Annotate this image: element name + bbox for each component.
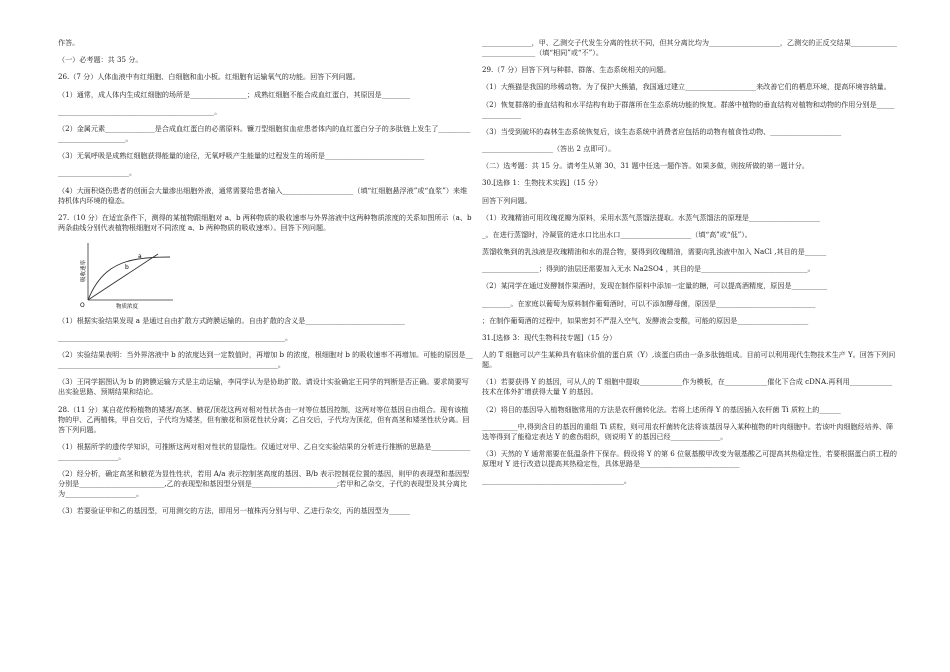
paragraph: （二）选考题：共 15 分。请考生从第 30、31 题中任选一题作答。如果多做，则按所做的第一题计分。: [482, 161, 809, 171]
paragraph: 蒸馏收集到的乳浊液是玫瑰精油和水的混合物，要得到玫瑰精油，需要向乳浊液中加入 NaCl ,其目的是______: [482, 247, 827, 257]
paragraph: 30.[选修 1：生物技术实践]（15 分）: [482, 178, 602, 188]
y-axis-label: 吸收速率: [81, 259, 87, 282]
paragraph: ____________________________________________。: [58, 106, 222, 116]
paragraph: （3）王同学据图认为 b 的跨膜运输方式是主动运输，李同学认为是协助扩散。请设计实验确定王同学的判断是否正确。要求简要写出实验思路、预期结果和结论。: [58, 377, 469, 397]
paragraph: ________。在家庭以葡萄为原料制作葡萄酒时，可以不添加酵母菌，原因是____________________________: [482, 298, 816, 308]
left-paragraphs-continued: [58, 316, 473, 516]
series-b-curve: [88, 257, 170, 300]
origin-label: O: [80, 301, 85, 309]
paragraph: ____________________（答出 2 点即可）。: [482, 143, 616, 153]
paragraph: __________中,得到含目的基因的重组 Ti 质粒，则可用农杆菌转化法将该基因导入某种植物的叶肉细胞中。若该叶肉细胞经培养、筛选等得到了能稳定表达 Y 的愈伤组织，则说明 Y 的基因已经______________。: [482, 421, 894, 441]
right-paragraphs: [482, 38, 897, 486]
paragraph: ________________________________________。: [482, 476, 631, 486]
series-a-label: a: [138, 252, 142, 260]
x-axis-label: 物质浓度: [116, 303, 139, 310]
paragraph: （2）恢复群落的垂直结构和水平结构有助于群落所在生态系统功能的恢复。群落中植物的垂直结构对植物和动物的作用分别是________________: [482, 99, 895, 119]
paragraph: 回答下列问题。: [482, 195, 532, 205]
paragraph: 29.（7 分）回答下列与种群、群落、生态系统相关的问题。: [482, 65, 671, 75]
paragraph: 26.（7 分）人体血液中有红细胞、白细胞和血小板。红细胞有运输氧气的功能。回答下列问题。: [58, 72, 360, 82]
paragraph: （1）若要获得 Y 的基因，可从人的 T 细胞中提取____________作为模板，在____________催化下合成 cDNA.再利用____________技术在体外扩增获得大量 Y 的基因。: [482, 377, 893, 397]
paragraph: ____________________。: [58, 168, 137, 178]
paragraph: （3）若要验证甲和乙的基因型，可用测交的方法，即用另一植株丙分别与甲、乙进行杂交，丙的基因型为______: [58, 506, 411, 516]
paragraph: （1）玫瑰精油可用玫瑰花瓣为原料，采用水蒸气蒸馏法提取。水蒸气蒸馏法的原理是____________________: [482, 212, 820, 222]
paragraph: ________________；得到的油层还需要加入无水 Na2SO4 ，其目的是______________________________。: [482, 264, 815, 274]
paragraph: ________________________________________________________________。: [58, 333, 293, 343]
chart-svg: [78, 240, 178, 310]
paragraph: （2）将目的基因导入植物细胞常用的方法是农杆菌转化法。若将上述所得 Y 的基因插入农杆菌 Ti 质粒上的______: [482, 404, 841, 414]
paragraph: （1）通常，成人体内生成红细胞的场所是________________；成熟红细胞不能合成血红蛋白，其原因是________: [58, 89, 411, 99]
paragraph: ；在制作葡萄酒的过程中，如果密封不严混入空气，发酵液会变酸，可能的原因是____________________: [482, 315, 809, 325]
paragraph: （3）当受到破坏的森林生态系统恢复后，该生态系统中消费者应包括的动物有植食性动物、____________________: [482, 126, 842, 136]
paragraph: （1）大熊猫是我国的珍稀动物。为了保护大熊猫，我国通过建立____________________来改善它们的栖息环境，提高环境容纳量。: [482, 82, 891, 92]
paragraph: 28.（11 分）某自花传粉植物的矮茎/高茎、腋花/顶花这两对相对性状各由一对等位基因控制，这两对等位基因自由组合。现有该植物的甲、乙两植株，甲自交后，子代均为矮茎，但有腋花和顶花性状分离；乙自交后，子代均为顶花，但有高茎和矮茎性状分离。回答下列问题。: [58, 404, 470, 434]
absorption-rate-chart: [78, 240, 178, 310]
paragraph: 作答。: [58, 38, 80, 47]
paragraph: （3）天然的 Y 通常需要在低温条件下保存。假设将 Y 的第 6 位氨基酸甲改变为氨基酸乙可提高其热稳定性，若要根据蛋白质工程的原理对 Y 进行改造以提高其热稳定性，具体思路是____________________________: [482, 448, 897, 468]
paragraph: 31.[选修 3：现代生物科技专题]（15 分）: [482, 333, 617, 342]
paragraph: （3）无氧呼吸是成熟红细胞获得能量的途径，无氧呼吸产生能量的过程发生的场所是____________________________: [58, 151, 425, 161]
paragraph: （1）根据所学的遗传学知识，可推断这两对相对性状的显隐性。仅通过对甲、乙自交实验结果的分析进行推断的思路是____________________________。: [58, 441, 471, 461]
left-column: [58, 38, 473, 523]
paragraph: （2）经分析，确定高茎和腋花为显性性状，若用 A/a 表示控制茎高度的基因、B/b 表示控制花位置的基因，则甲的表现型和基因型分别是________________________,乙的表现型和基因型分别是________________________;若甲和乙杂交，子代的表现型及其分离比为____________________。: [58, 469, 470, 498]
paragraph: 人的 T 细胞可以产生某种具有临床价值的蛋白质（Y）,该蛋白质由一条多肽链组成。目前可以利用现代生物技术生产 Y。回答下列问题。: [482, 350, 896, 370]
right-column: [482, 38, 897, 493]
paragraph: _。在进行蒸馏时，冷凝管的进水口比出水口____________________（填“高”或“低”）。: [482, 229, 752, 239]
series-b-label: b: [125, 263, 129, 271]
paragraph: ______________，甲、乙测交子代发生分离的性状不同，但其分离比均为____________________，乙测交的正反交结果____________________________（填“相同”或“不”）。: [482, 38, 897, 57]
paragraph: （1）根据实验结果发现 a 是通过自由扩散方式跨膜运输的。自由扩散的含义是____________________________: [58, 315, 405, 325]
paragraph: （一）必考题：共 35 分。: [58, 55, 143, 65]
paragraph: （2）实验结果表明：当外界溶液中 b 的浓度达到一定数值时，再增加 b 的浓度，根细胞对 b 的吸收速率不再增加。可能的原因是________________________________________________________________。: [58, 350, 473, 370]
paragraph: （2）金属元素______________是合成血红蛋白的必需原料。镰刀型细胞贫血症患者体内的血红蛋白分子的多肽链上发生了____________________________。: [58, 123, 471, 143]
paragraph: （4）大面积烧伤患者的创面会大量渗出细胞外液，通常需要给患者输入____________________（填“红细胞悬浮液”或“血浆”）来维持机体内环境的稳态。: [58, 185, 468, 205]
left-paragraphs: [58, 38, 473, 233]
paragraph: （2）某同学在通过发酵制作果酒时，发现在制作原料中添加一定量的糖，可以提高酒精度，原因是__________: [482, 281, 828, 291]
paragraph: 27.（10 分）在适宜条件下，测得的某植物跟细胞对 a、b 两种物质的吸收速率与外界溶液中这两种物质浓度的关系如图所示（a、b 两条曲线分别代表植物根细胞对不同浓度 a、b 两种物质的吸收速率）。回答下列问题。: [58, 212, 472, 232]
series-a-line: [88, 254, 158, 300]
